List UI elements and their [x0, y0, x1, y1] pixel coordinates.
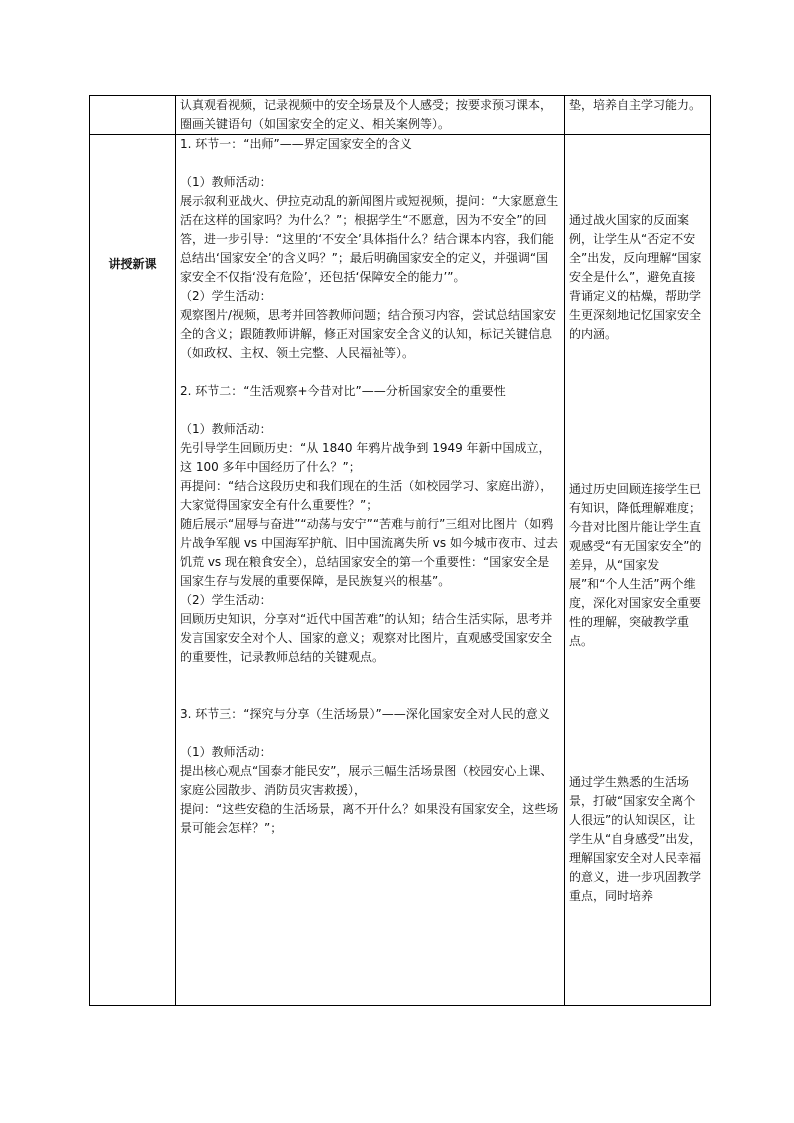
section2-title: 2. 环节二：“生活观察+今昔对比”——分析国家安全的重要性 [180, 384, 506, 398]
table-row-main [90, 135, 711, 1006]
section3-teacher-heading: （1）教师活动： [180, 745, 272, 759]
section3-teacher-text-2: 提问：“这些安稳的生活场景，离不开什么？如果没有国家安全，这些场景可能会怎样？”； [180, 802, 559, 835]
section1-teacher-text: 展示叙利亚战火、伊拉克动乱的新闻图片或短视频，提问：“大家愿意生活在这样的国家吗？为什么？”；根据学生“不愿意，因为不安全”的回答，进一步引导：“这里的‘不安全’具体指什么？结合课本内容，我们能总结出‘国家安全’的含义吗？”；最后明确国家安全的定义，并强调“国家安全不仅指‘没有危险’，还包括‘保障安全的能力’”。 [180, 194, 559, 284]
section2-teacher-text-2: 再提问：“结合这段历史和我们现在的生活（如校园学习、家庭出游），大家觉得国家安全有什么重要性？”； [180, 479, 553, 512]
table-row-top [90, 96, 711, 135]
section2-teacher-text-3: 随后展示“屈辱与奋进”“动荡与安宁”“苦难与前行”三组对比图片（如鸦片战争军舰 vs 中国海军护航、旧中国流离失所 vs 如今城市夜市、过去饥荒 vs 现在粮食安全），总结国家安全的第一个重要性：“国家安全是国家生存与发展的重要保障，是民族复兴的根基”。 [180, 517, 558, 588]
section2-student-text: 回顾历史知识，分享对“近代中国苦难”的认知；结合生活实际，思考并发言国家安全对个人、国家的意义；观察对比图片，直观感受国家安全的重要性，记录教师总结的关键观点。 [180, 612, 553, 664]
row-top-note-cell [565, 96, 711, 135]
row-top-label-cell [90, 96, 176, 135]
section2-student-heading: （2）学生活动： [180, 593, 272, 607]
row-top-note: 垫，培养自主学习能力。 [569, 98, 702, 112]
section3-note: 通过学生熟悉的生活场景，打破“国家安全离个人很远”的认知误区，让学生从“自身感受”出发，理解国家安全对人民幸福的意义，进一步巩固教学重点，同时培养 [569, 775, 702, 903]
row-main-note-cell [565, 135, 711, 1006]
row-main-content-cell [176, 135, 565, 1006]
section2-teacher-heading: （1）教师活动： [180, 422, 272, 436]
section2-note: 通过历史回顾连接学生已有知识，降低理解难度；今昔对比图片能让学生直观感受“有无国家安全”的差异，从“国家发展”和“个人生活”两个维度，深化对国家安全重要性的理解，突破教学重点。 [569, 482, 702, 648]
row-main-label: 讲授新课 [108, 256, 157, 271]
section3-title: 3. 环节三：“探究与分享（生活场景）”——深化国家安全对人民的意义 [180, 707, 550, 721]
section2-teacher-text-1: 先引导学生回顾历史：“从 1840 年鸦片战争到 1949 年新中国成立，这 100 多年中国经历了什么？”； [180, 441, 551, 474]
row-top-content-cell [176, 96, 565, 135]
section1-student-text: 观察图片/视频，思考并回答教师问题；结合预习内容，尝试总结国家安全的含义；跟随教师讲解，修正对国家安全含义的认知，标记关键信息（如政权、主权、领土完整、人民福祉等）。 [180, 308, 557, 360]
section1-title: 1. 环节一：“出师”——界定国家安全的含义 [180, 137, 412, 151]
lesson-plan-table [89, 95, 711, 1006]
section3-teacher-text-1: 提出核心观点“国泰才能民安”，展示三幅生活场景图（校园安心上课、家庭公园散步、消防员灾害救援）， [180, 764, 553, 797]
section1-note: 通过战火国家的反面案例，让学生从“否定不安全”出发，反向理解“国家安全是什么”，避免直接背诵定义的枯燥，帮助学生更深刻地记忆国家安全的内涵。 [569, 213, 702, 341]
row-main-label-cell [90, 135, 176, 1006]
section1-teacher-heading: （1）教师活动： [180, 175, 272, 189]
section1-student-heading: （2）学生活动： [180, 289, 272, 303]
row-top-content: 认真观看视频，记录视频中的安全场景及个人感受；按要求预习课本，圈画关键语句（如国家安全的定义、相关案例等）。 [180, 98, 553, 131]
